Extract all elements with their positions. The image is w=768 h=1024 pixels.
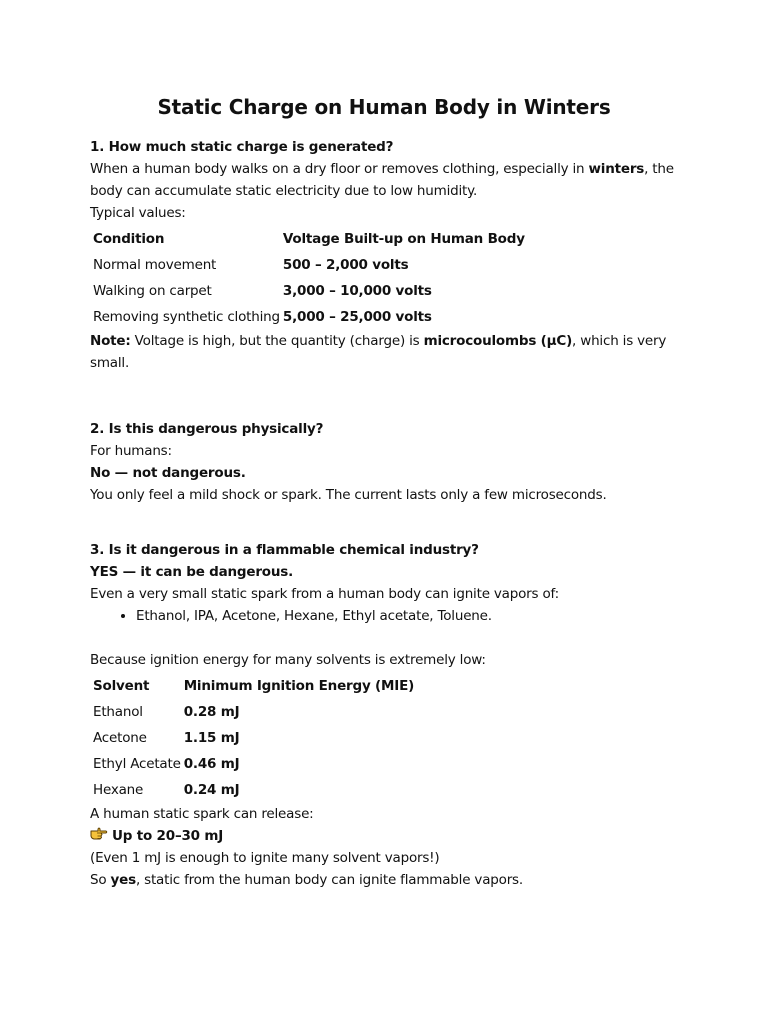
voltage-table: [90, 226, 525, 330]
section-3-intro: Even a very small static spark from a human body can ignite vapors of:: [90, 586, 559, 602]
condition-cell: Normal movement: [93, 257, 217, 273]
table-row: [90, 252, 525, 278]
section-1-heading: 1. How much static charge is generated?: [90, 139, 394, 155]
table-row: [90, 278, 525, 304]
section-2-detail: You only feel a mild shock or spark. The current lasts only a few microseconds.: [90, 487, 607, 503]
list-item: • Ethanol, IPA, Acetone, Hexane, Ethyl acetate, Toluene.: [136, 605, 690, 627]
paren-note: (Even 1 mJ is enough to ignite many solvent vapors!): [90, 850, 440, 866]
note-text-end: , which is very small.: [90, 333, 667, 371]
table-row: [90, 751, 414, 777]
note-text: Voltage is high, but the quantity (charge) is: [130, 333, 424, 349]
typical-values-label: Typical values:: [90, 205, 186, 221]
section-1-intro: [90, 158, 690, 202]
because-paragraph: Because ignition energy for many solvents is extremely low:: [90, 652, 486, 668]
page-title: Static Charge on Human Body in Winters: [157, 95, 611, 119]
note-bold-unit: microcoulombs (μC): [423, 333, 573, 349]
mie-table: [90, 673, 414, 803]
conclusion-paragraph: [90, 869, 690, 891]
release-label: A human static spark can release:: [90, 806, 314, 822]
conclusion-prefix: So: [90, 872, 111, 888]
intro-text-end: , the body can accumulate static electricity due to low humidity.: [90, 161, 674, 199]
mie-cell: 1.15 mJ: [183, 730, 240, 746]
solvent-cell: Acetone: [93, 730, 147, 746]
note-paragraph: [90, 330, 690, 374]
solvent-bullet-list: [90, 605, 690, 627]
table-header-cell: Voltage Built-up on Human Body: [282, 231, 525, 247]
condition-cell: Walking on carpet: [93, 283, 212, 299]
table-row: [90, 304, 525, 330]
table-row: [90, 725, 414, 751]
solvent-cell: Ethyl Acetate: [93, 756, 181, 772]
voltage-cell: 3,000 – 10,000 volts: [282, 283, 432, 299]
table-header-row: [90, 226, 525, 252]
mie-cell: 0.24 mJ: [183, 782, 240, 798]
section-2-answer: No — not dangerous.: [90, 465, 246, 481]
table-header-cell: Condition: [93, 231, 165, 247]
document-page: [90, 92, 690, 891]
section-2-heading: 2. Is this dangerous physically?: [90, 421, 324, 437]
mie-cell: 0.28 mJ: [183, 704, 240, 720]
table-row: [90, 777, 414, 803]
section-3-heading: 3. Is it dangerous in a flammable chemical industry?: [90, 542, 479, 558]
condition-cell: Removing synthetic clothing: [93, 309, 280, 325]
table-header-row: [90, 673, 414, 699]
conclusion-bold-yes: yes: [110, 872, 136, 888]
voltage-cell: 5,000 – 25,000 volts: [282, 309, 432, 325]
release-value: Up to 20–30 mJ: [112, 828, 224, 844]
section-3-answer: YES — it can be dangerous.: [90, 564, 294, 580]
pointing-hand-icon: [90, 825, 108, 847]
solvent-cell: Hexane: [93, 782, 144, 798]
intro-text: When a human body walks on a dry floor or removes clothing, especially in: [90, 161, 589, 177]
solvent-cell: Ethanol: [93, 704, 143, 720]
intro-bold-winters: winters: [588, 161, 645, 177]
conclusion-text: , static from the human body can ignite flammable vapors.: [135, 872, 523, 888]
voltage-cell: 500 – 2,000 volts: [282, 257, 409, 273]
table-header-cell: Solvent: [93, 678, 150, 694]
release-value-line: [90, 825, 690, 847]
table-row: [90, 699, 414, 725]
mie-cell: 0.46 mJ: [183, 756, 240, 772]
table-header-cell: Minimum Ignition Energy (MIE): [183, 678, 415, 694]
note-label: Note:: [90, 333, 131, 349]
for-humans-label: For humans:: [90, 443, 172, 459]
